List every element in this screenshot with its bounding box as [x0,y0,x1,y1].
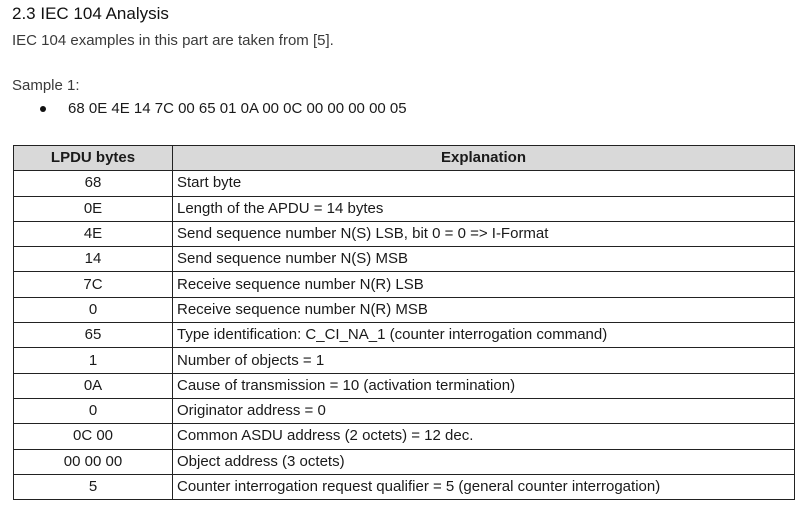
table-row [14,373,795,398]
explanation-cell: Originator address = 0 [173,398,795,423]
header-lpdu-bytes: LPDU bytes [14,146,173,171]
sample-label: Sample 1: [12,77,80,94]
lpdu-bytes-cell: 68 [14,171,173,196]
explanation-cell: Cause of transmission = 10 (activation termination) [173,373,795,398]
table-row [14,221,795,246]
explanation-cell: Common ASDU address (2 octets) = 12 dec. [173,424,795,449]
lpdu-bytes-cell: 0 [14,398,173,423]
lpdu-bytes-cell: 0A [14,373,173,398]
table-row [14,323,795,348]
table-row [14,398,795,423]
explanation-cell: Send sequence number N(S) MSB [173,247,795,272]
table-row [14,348,795,373]
lpdu-bytes-cell: 0E [14,196,173,221]
sample-bytes-item [40,100,407,117]
explanation-cell: Length of the APDU = 14 bytes [173,196,795,221]
lpdu-bytes-cell: 0 [14,297,173,322]
table-header-row [14,146,795,171]
table-row [14,297,795,322]
table-row [14,424,795,449]
bullet-icon [40,106,46,112]
sample-bytes: 68 0E 4E 14 7C 00 65 01 0A 00 0C 00 00 00 00 05 [68,100,407,117]
table-row [14,171,795,196]
lpdu-bytes-cell: 14 [14,247,173,272]
lpdu-bytes-cell: 7C [14,272,173,297]
table-row [14,449,795,474]
explanation-cell: Start byte [173,171,795,196]
explanation-cell: Type identification: C_CI_NA_1 (counter interrogation command) [173,323,795,348]
lpdu-bytes-cell: 1 [14,348,173,373]
explanation-cell: Number of objects = 1 [173,348,795,373]
explanation-cell: Counter interrogation request qualifier = 5 (general counter interrogation) [173,474,795,499]
lpdu-bytes-cell: 5 [14,474,173,499]
lpdu-bytes-cell: 4E [14,221,173,246]
section-heading: 2.3 IEC 104 Analysis [12,4,169,23]
lpdu-bytes-cell: 65 [14,323,173,348]
lpdu-table [13,145,795,500]
table-row [14,474,795,499]
lpdu-bytes-cell: 00 00 00 [14,449,173,474]
table-row [14,272,795,297]
lpdu-bytes-cell: 0C 00 [14,424,173,449]
table-row [14,247,795,272]
table-row [14,196,795,221]
header-explanation: Explanation [173,146,795,171]
section-intro: IEC 104 examples in this part are taken from [5]. [12,32,334,49]
explanation-cell: Receive sequence number N(R) MSB [173,297,795,322]
explanation-cell: Object address (3 octets) [173,449,795,474]
explanation-cell: Receive sequence number N(R) LSB [173,272,795,297]
explanation-cell: Send sequence number N(S) LSB, bit 0 = 0 => I-Format [173,221,795,246]
